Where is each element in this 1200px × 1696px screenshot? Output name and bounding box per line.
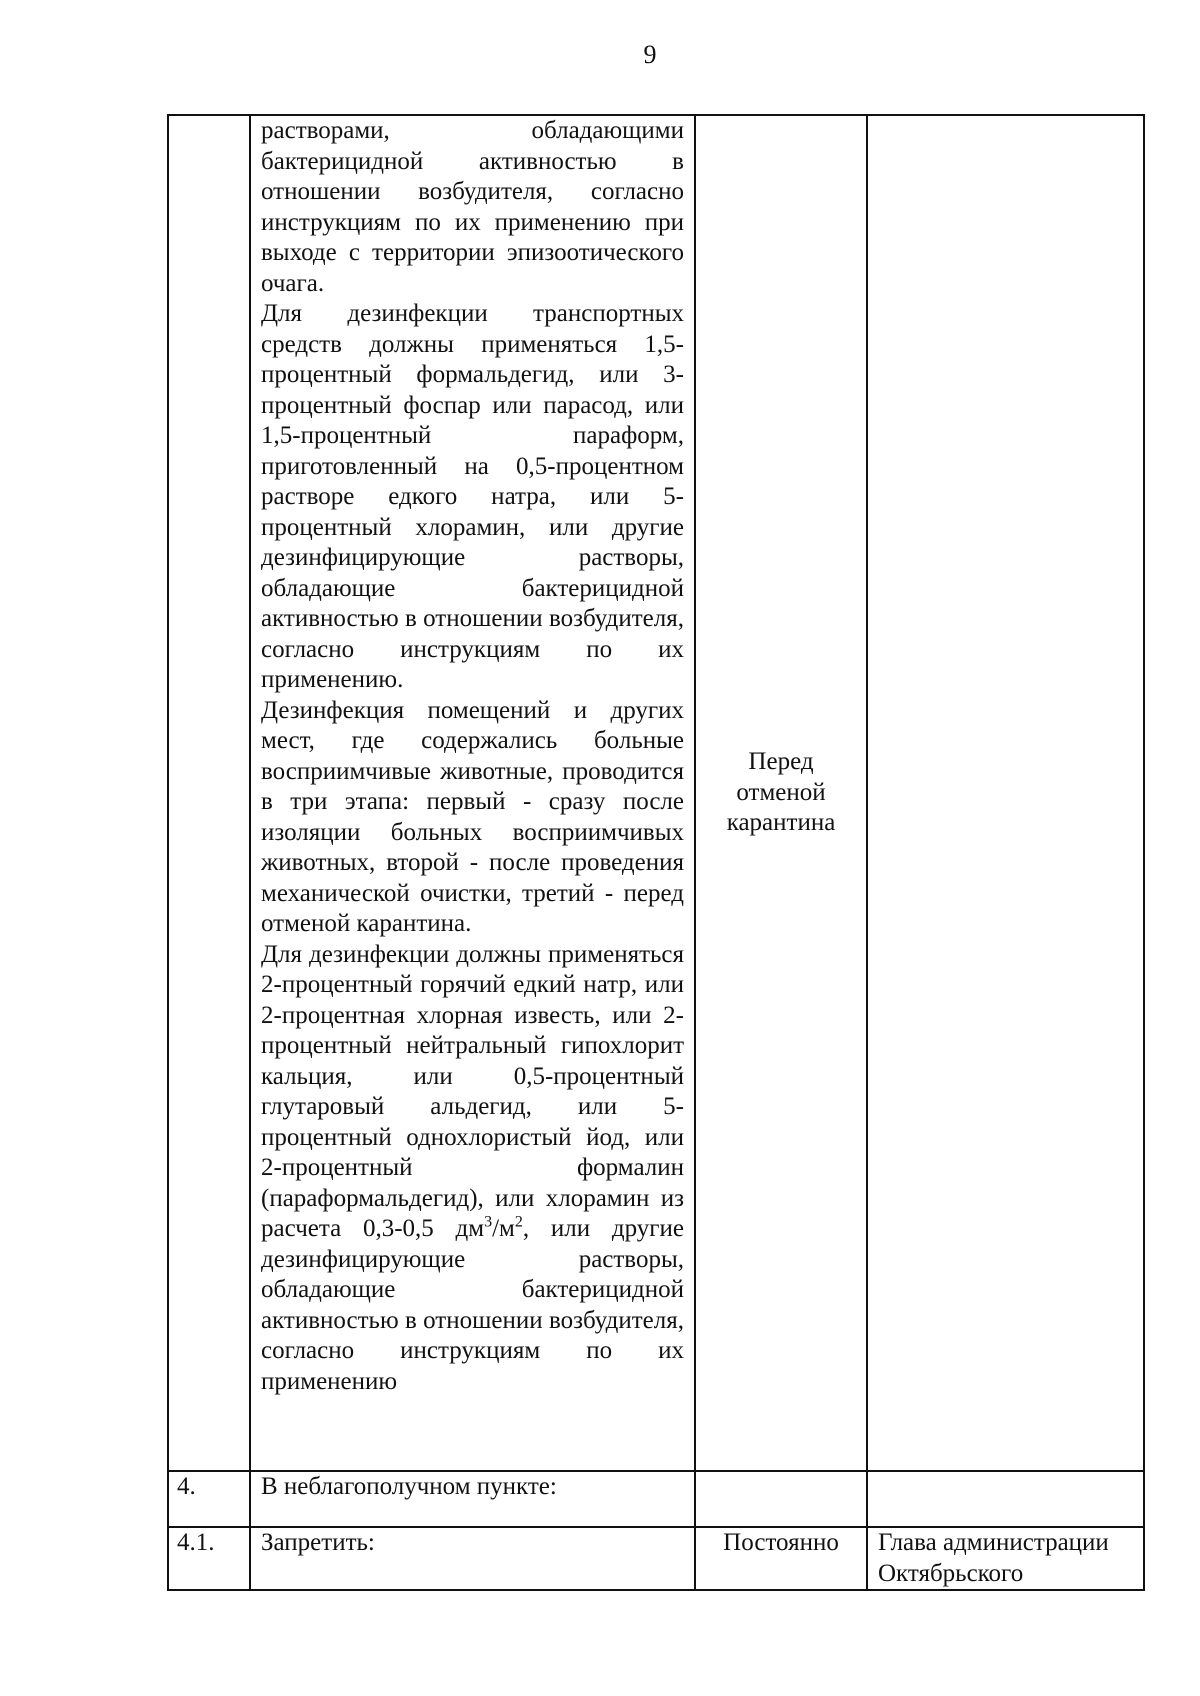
measure-text-cell [250,115,695,1471]
paragraph-part: Для дезинфекции должны применяться 2-процентный горячий едкий натр, или 2-процентная хлорная известь, или 2-процентный нейтральный гипохлорит кальция, или 0,5-процентный глутаровый альдегид, или 5-процентный однохлористый йод, или 2-процентный формалин (параформальдегид), или хлорамин из расчета 0,3-0,5 дм [261,940,684,1242]
number-cell: 4.1. [168,1527,250,1590]
table-row [168,1527,1144,1590]
responsible-cell: Глава администрации Октябрьского [867,1527,1144,1590]
superscript: 3 [484,1213,493,1231]
paragraph-with-units [261,940,684,1398]
responsible-cell [867,1471,1144,1527]
timing-cell: Постоянно [695,1527,867,1590]
paragraph-part: , или другие дезинфицирующие растворы, обладающие бактерицидной активностью в отношении возбудителя, согласно инструкциям по их применению [261,1215,684,1395]
table-row [168,1471,1144,1527]
paragraph: Дезинфекция помещений и других мест, где содержались больные восприимчивые животные, проводится в три этапа: первый - сразу после изоляции больных восприимчивых животных, второй - после проведения механической очистки, третий - перед отменой карантина. [261,696,684,937]
paragraph: Для дезинфекции транспортных средств должны применяться 1,5-процентный формальдегид, или 3-процентный фоспар или парасод, или 1,5-процентный параформ, приготовленный на 0,5-процентном растворе едкого натра, или 5-процентный хлорамин, или другие дезинфицирующие растворы, обладающие бактерицидной активностью в отношении возбудителя, согласно инструкциям по их применению. [261,300,684,693]
page-number: 9 [643,40,657,69]
number-cell: 4. [168,1471,250,1527]
measures-table [167,114,1145,1591]
table-row [168,115,1144,1471]
paragraph-part: /м [492,1215,515,1242]
timing-cell [695,1471,867,1527]
measure-text-cell: В неблагополучном пункте: [250,1471,695,1527]
timing-text: Перед отменой карантина [726,748,836,837]
measure-text-cell: Запретить: [250,1527,695,1590]
number-cell [168,115,250,1471]
timing-cell [695,115,867,1471]
paragraph: растворами, обладающими бактерицидной активностью в отношении возбудителя, согласно инструкциям по их применению при выходе с территории эпизоотического очага. [261,117,684,297]
superscript: 2 [514,1213,523,1231]
responsible-cell [867,115,1144,1471]
